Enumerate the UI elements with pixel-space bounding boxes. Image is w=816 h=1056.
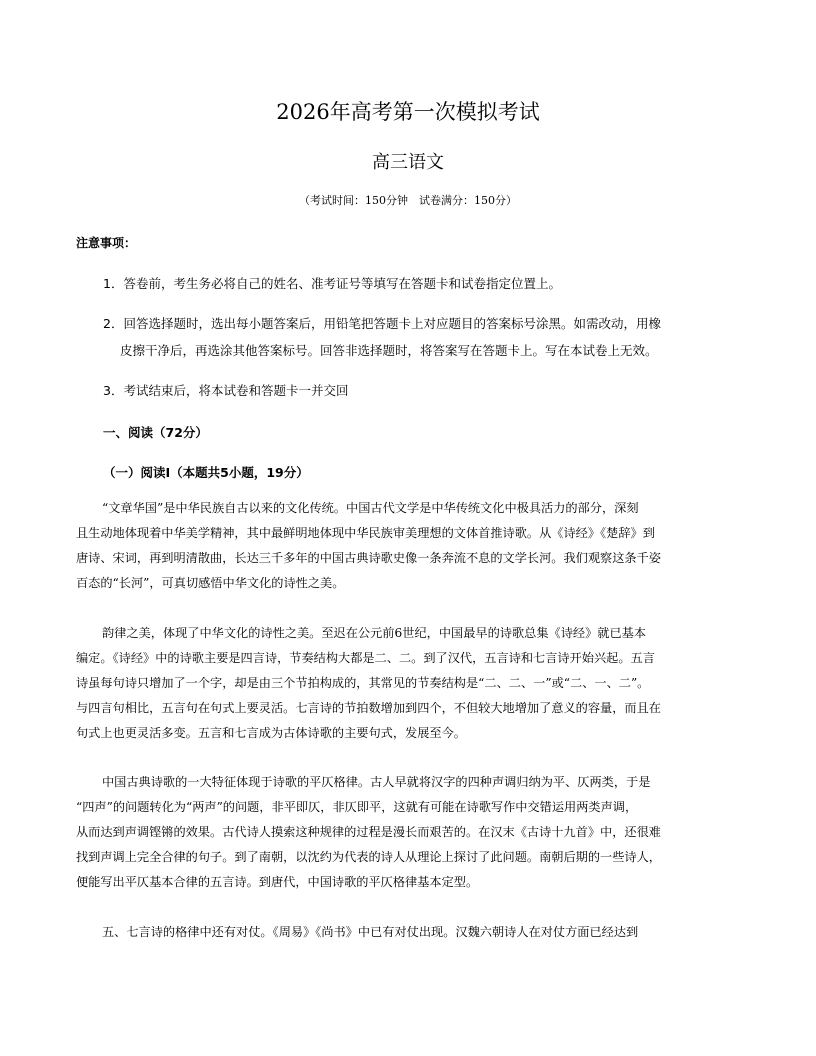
- passage-line: 句式上也更灵活多变。五言和七言成为古体诗歌的主要句式，发展至今。: [76, 726, 466, 740]
- passage-line: 编定。《诗经》中的诗歌主要是四言诗，节奏结构大都是二、二。到了汉代，五言诗和七言诗开始兴起。五言: [76, 651, 655, 665]
- passage-line: 且生动地体现着中华美学精神，其中最鲜明地体现中华民族审美理想的文体首推诗歌。从《诗经》《楚辞》到: [76, 526, 655, 540]
- passage-line: “四声”的问题转化为“两声”的问题，非平即仄，非仄即平，这就有可能在诗歌写作中交错运用两类声调，: [76, 800, 638, 814]
- notice-item-3: 3．考试结束后，将本试卷和答题卡一并交回: [103, 383, 349, 398]
- exam-title: 2026年高考第一次模拟考试: [276, 100, 540, 124]
- passage-paragraph-2: [76, 621, 740, 746]
- passage-line: 五、七言诗的格律中还有对仗。《周易》《尚书》中已有对仗出现。汉魏六朝诗人在对仗方面已经达到: [102, 925, 639, 939]
- passage-line: 从而达到声调铿锵的效果。古代诗人摸索这种规律的过程是漫长而艰苦的。在汉末《古诗十九首》中，还很难: [76, 825, 661, 839]
- subsection-heading: （一）阅读Ⅰ（本题共5小题，19分）: [103, 465, 309, 480]
- notice-item-2: 2．回答选择题时，选出每小题答案后，用铅笔把答题卡上对应题目的答案标号涂黑。如需改动，用橡: [103, 316, 661, 331]
- notice-item-2-continued: 皮擦干净后，再选涂其他答案标号。回答非选择题时，将答案写在答题卡上。写在本试卷上无效。: [120, 343, 658, 358]
- notice-item-1: 1．答卷前，考生务必将自己的姓名、准考证号等填写在答题卡和试卷指定位置上。: [103, 276, 561, 291]
- passage-line: 唐诗、宋词，再到明清散曲，长达三千多年的中国古典诗歌史像一条奔流不息的文学长河。我们观察这条千姿: [76, 551, 661, 565]
- passage-paragraph-4: [76, 920, 740, 945]
- notice-heading: 注意事项：: [76, 236, 137, 250]
- passage-line: 中国古典诗歌的一大特征体现于诗歌的平仄格律。古人早就将汉字的四种声调归纳为平、仄两类，于是: [102, 775, 651, 789]
- section-heading: 一、阅读（72分）: [103, 425, 208, 440]
- passage-line: “文章华国”是中华民族自古以来的文化传统。中国古代文学是中华传统文化中极具活力的部分，深刻: [102, 501, 639, 515]
- passage-line: 便能写出平仄基本合律的五言诗。到唐代，中国诗歌的平仄格律基本定型。: [76, 875, 479, 889]
- passage-line: 找到声调上完全合律的句子。到了南朝，以沈约为代表的诗人从理论上探讨了此问题。南朝后期的一些诗人，: [76, 850, 661, 864]
- passage-line: 诗虽每句诗只增加了一个字，却是由三个节拍构成的，其常见的节奏结构是“二、二、一”或“二、一、二”。: [76, 676, 650, 690]
- passage-paragraph-1: [76, 496, 740, 596]
- passage-paragraph-3: [76, 770, 740, 895]
- passage-line: 百态的“长河”，可真切感悟中华文化的诗性之美。: [76, 576, 345, 590]
- exam-info: （考试时间：150分钟 试卷满分：150分）: [299, 194, 517, 207]
- passage-line: 与四言句相比，五言句在句式上要灵活。七言诗的节拍数增加到四个，不但较大地增加了意义的容量，而且在: [76, 701, 661, 715]
- exam-subject: 高三语文: [372, 152, 444, 173]
- passage-line: 韵律之美，体现了中华文化的诗性之美。至迟在公元前6世纪，中国最早的诗歌总集《诗经》就已基本: [102, 626, 647, 640]
